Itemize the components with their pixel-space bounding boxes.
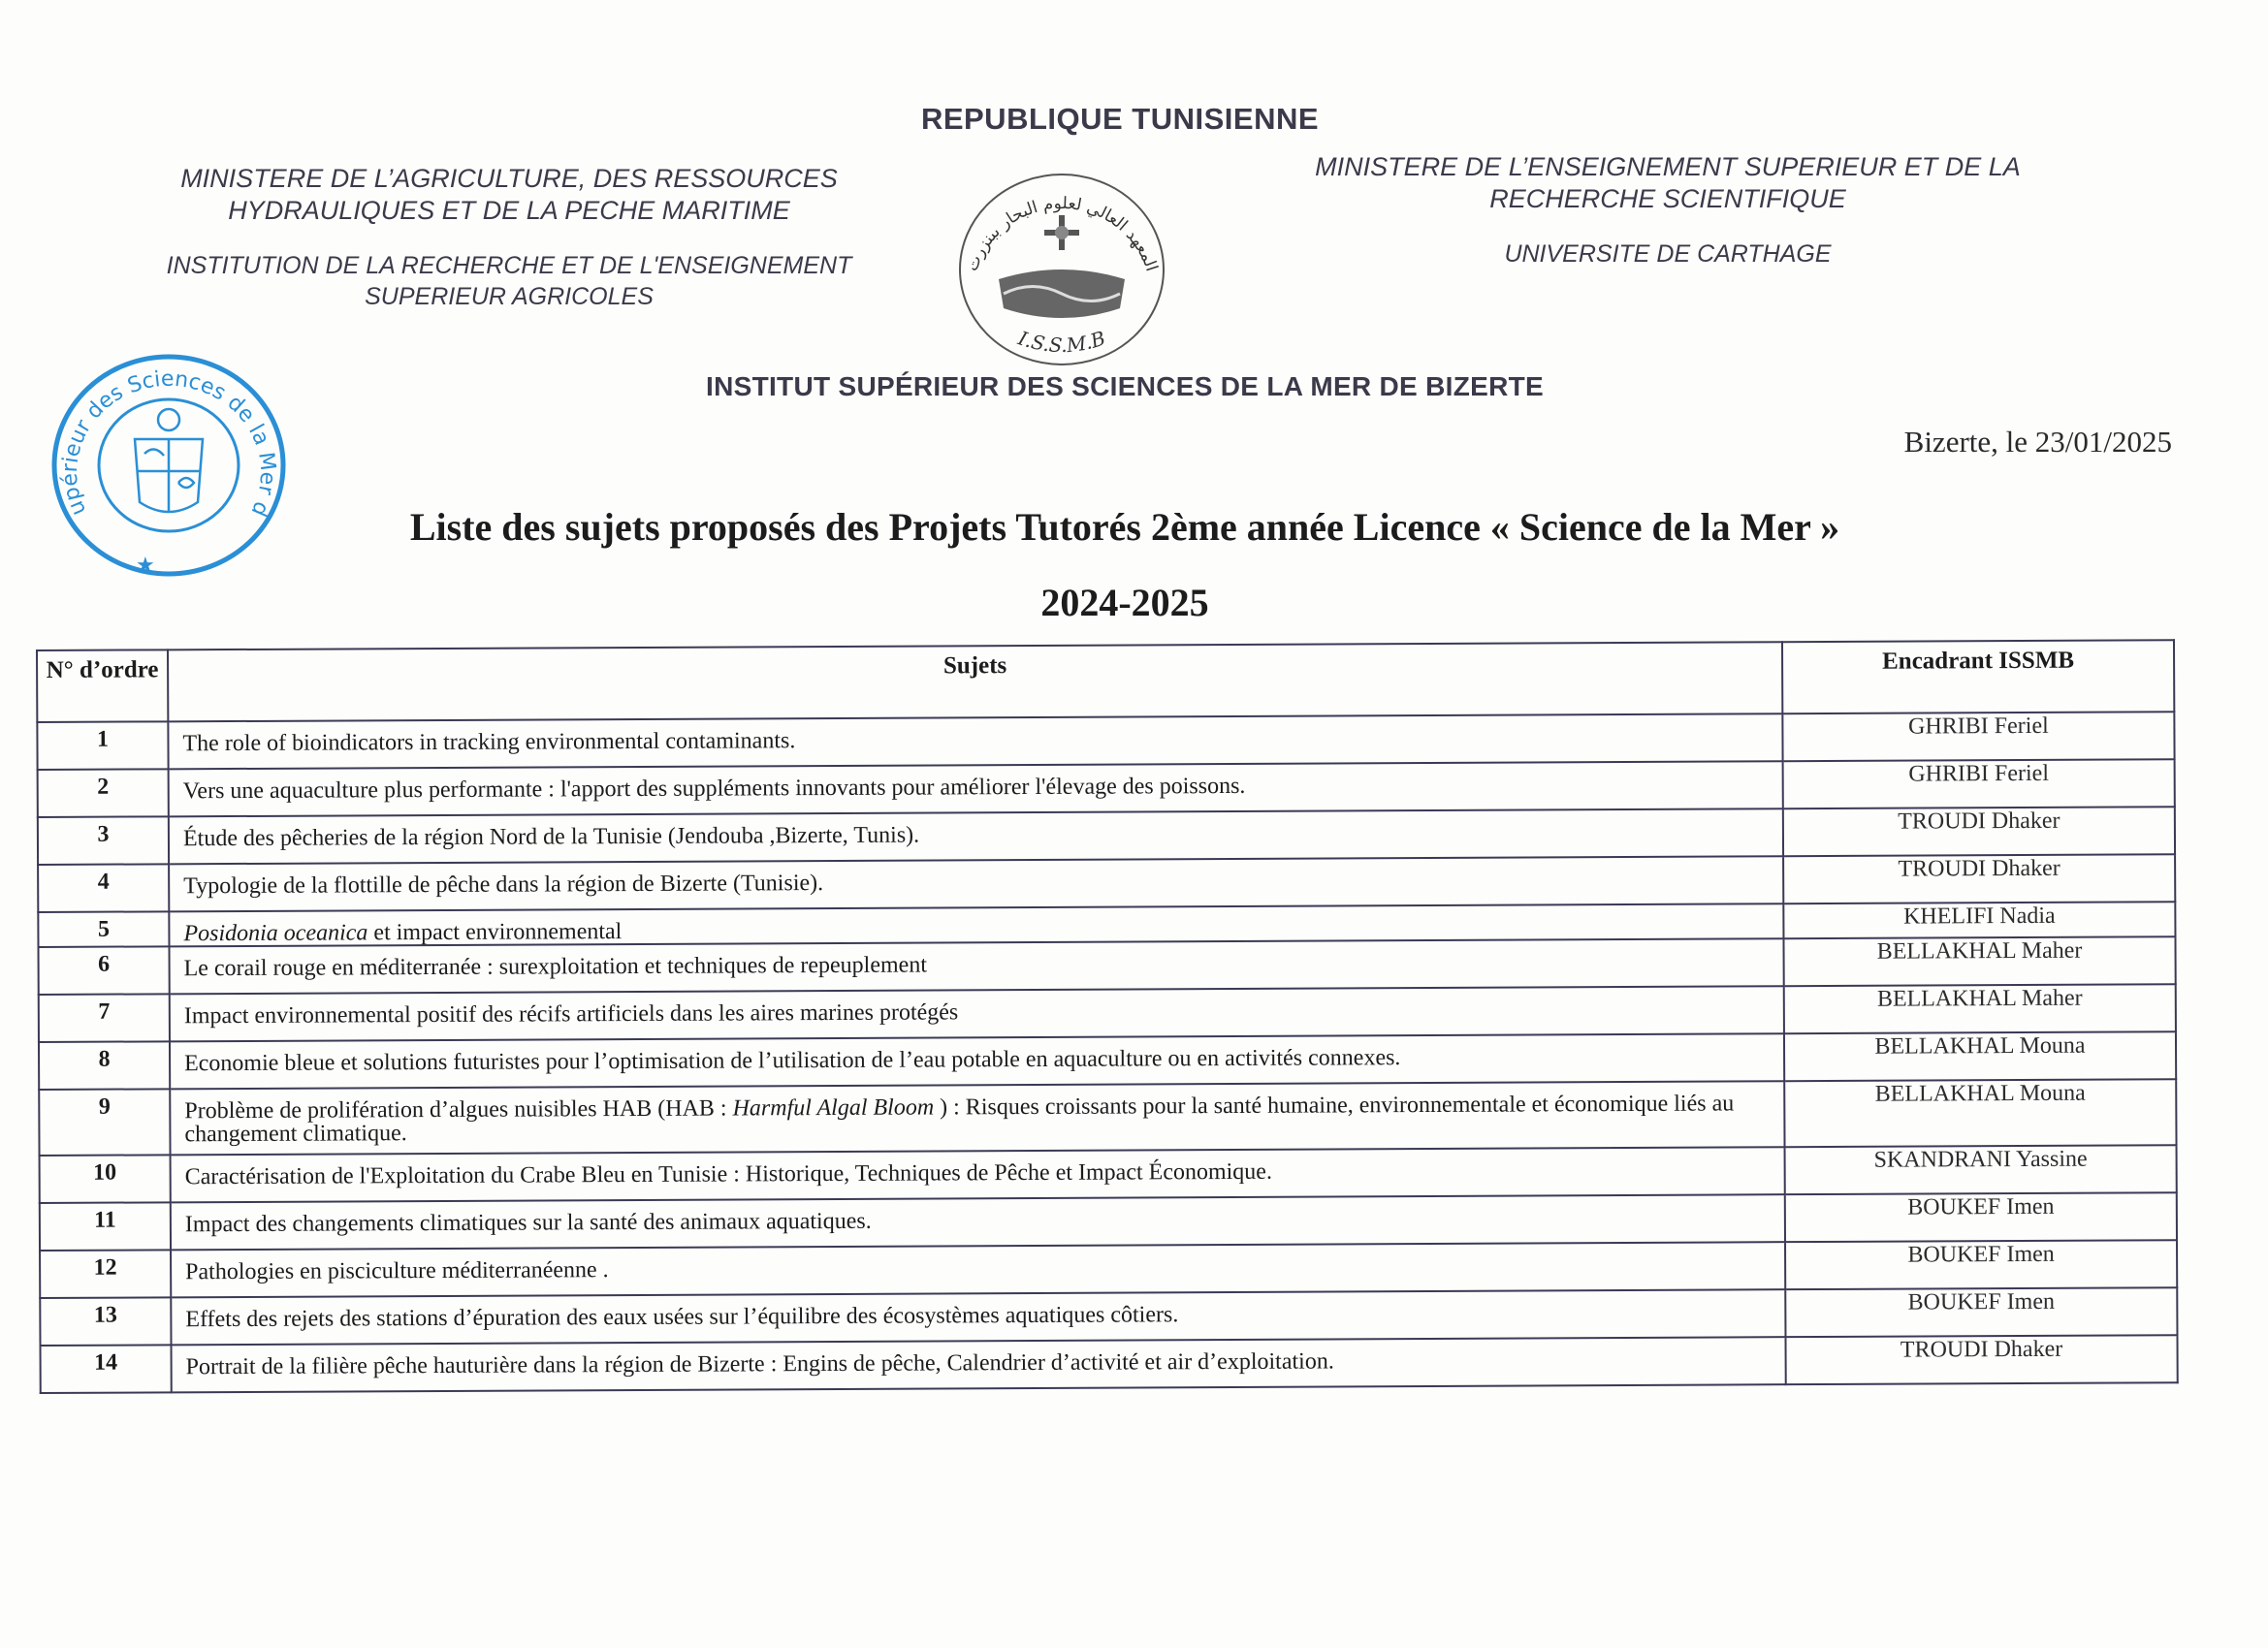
row-number: 7 [39,994,170,1042]
row-supervisor: KHELIFI Nadia [1783,902,2175,938]
row-number: 1 [37,721,168,770]
row-supervisor: GHRIBI Feriel [1783,759,2175,808]
subject-text: ) : Risques croissants pour la santé humaine, environnementale et économique liés au changement climatique. [184,1091,1735,1148]
row-supervisor: BELLAKHAL Mouna [1784,1079,2176,1147]
stamp-text: upérieur des Sciences de la Mer d [57,366,280,521]
subject-text: The role of bioindicators in tracking environmental contaminants. [182,728,796,757]
table-row [41,1335,2178,1393]
subject-text: Economie bleue et solutions futuristes pour l’optimisation de l’utilisation de l’eau potable en aquaculture ou en activités connexes. [184,1045,1401,1077]
row-supervisor: BELLAKHAL Maher [1784,984,2176,1033]
row-number: 2 [38,769,169,817]
row-subject [169,938,1783,994]
document-date: Bizerte, le 23/01/2025 [1903,425,2172,459]
subject-text: Vers une aquaculture plus performante : l'apport des suppléments innovants pour améliorer l'élevage des poissons. [182,773,1246,805]
ministry-higher-education: MINISTERE DE L’ENSEIGNEMENT SUPERIEUR ET DE LA RECHERCHE SCIENTIFIQUE [1315,152,2021,213]
svg-text:★: ★ [136,554,155,578]
row-subject [171,1289,1785,1345]
subject-text: Caractérisation de l'Exploitation du Crabe Bleu en Tunisie : Historique, Techniques de Pêche et Impact Économique. [184,1158,1272,1190]
table-row [39,1079,2176,1156]
row-number: 13 [40,1297,171,1346]
row-number: 9 [39,1089,170,1156]
republique-heading: REPUBLIQUE TUNISIENNE [920,102,1320,136]
row-number: 14 [41,1345,172,1393]
subjects-table [36,639,2177,1394]
row-number: 8 [39,1041,170,1090]
subject-text: Impact des changements climatiques sur la santé des animaux aquatiques. [184,1208,872,1238]
row-subject [172,1337,1786,1392]
logo-arabic-text: المعهد العالي لعلوم البحار ببنزرت [962,193,1162,274]
subject-text: Problème de prolifération d’algues nuisibles HAB (HAB : [184,1095,733,1125]
row-subject [169,761,1783,816]
row-subject [171,1242,1785,1297]
institute-name: INSTITUT SUPÉRIEUR DES SCIENCES DE LA MER DE BIZERTE [706,371,1544,401]
row-subject [170,1033,1784,1089]
col-header-number: N° d’ordre [37,650,168,722]
university-name: UNIVERSITE DE CARTHAGE [1504,240,1832,268]
subject-text: Pathologies en pisciculture méditerranéenne . [185,1257,609,1285]
subject-text: Étude des pêcheries de la région Nord de la Tunisie (Jendouba ,Bizerte, Tunis). [182,822,920,852]
row-supervisor: BELLAKHAL Mouna [1784,1031,2176,1081]
document-year: 2024-2025 [1040,581,1209,624]
logo-issmb-text: I.S.S.M.B [1015,326,1108,358]
row-number: 11 [40,1202,171,1251]
subject-text: et impact environnemental [367,919,623,946]
row-subject [168,713,1782,769]
row-supervisor: TROUDI Dhaker [1785,1335,2177,1384]
row-number: 12 [40,1250,171,1298]
col-header-supervisor: Encadrant ISSMB [1782,640,2174,713]
issmb-logo [945,163,1178,366]
subject-text: Effets des rejets des stations d’épuration des eaux usées sur l’équilibre des écosystèmes aquatiques côtiers. [185,1302,1179,1333]
row-supervisor: TROUDI Dhaker [1783,807,2175,856]
row-supervisor: BELLAKHAL Maher [1783,936,2175,986]
subject-text: Impact environnemental positif des récifs artificiels dans les aires marines protégés [183,999,959,1030]
row-subject [169,808,1783,864]
institute-stamp [43,347,295,585]
subject-italic-text: Harmful Algal Bloom [732,1094,935,1122]
row-number: 6 [39,946,170,995]
row-subject [171,1147,1785,1202]
row-supervisor: TROUDI Dhaker [1783,854,2175,903]
subject-text: Le corail rouge en méditerranée : surexploitation et techniques de repeuplement [183,952,928,982]
row-number: 3 [38,816,169,865]
col-header-subject: Sujets [168,642,1782,721]
subject-italic-text: Posidonia oceanica [183,920,368,947]
row-subject [169,856,1783,911]
row-number: 4 [38,864,169,912]
row-subject [171,1194,1785,1250]
row-supervisor: BOUKEF Imen [1785,1287,2177,1337]
ministry-agriculture: MINISTERE DE L’AGRICULTURE, DES RESSOURCES HYDRAULIQUES ET DE LA PECHE MARITIME [180,164,838,225]
row-supervisor: BOUKEF Imen [1785,1240,2177,1289]
row-subject [170,1081,1784,1155]
row-subject [170,986,1784,1041]
table-body [37,712,2177,1393]
row-supervisor: BOUKEF Imen [1785,1192,2177,1242]
row-supervisor: GHRIBI Feriel [1782,712,2174,761]
institution-recherche: INSTITUTION DE LA RECHERCHE ET DE L'ENSEIGNEMENT SUPERIEUR AGRICOLES [166,252,852,310]
row-supervisor: SKANDRANI Yassine [1785,1145,2177,1194]
subject-text: Typologie de la flottille de pêche dans la région de Bizerte (Tunisie). [183,871,824,900]
row-number: 10 [40,1155,171,1203]
document-title: Liste des sujets proposés des Projets Tutorés 2ème année Licence « Science de la Mer » [409,505,1840,549]
row-number: 5 [38,911,169,947]
subject-text: Portrait de la filière pêche hauturière dans la région de Bizerte : Engins de pêche, Calendrier d’activité et air d’exploitation. [185,1348,1334,1380]
